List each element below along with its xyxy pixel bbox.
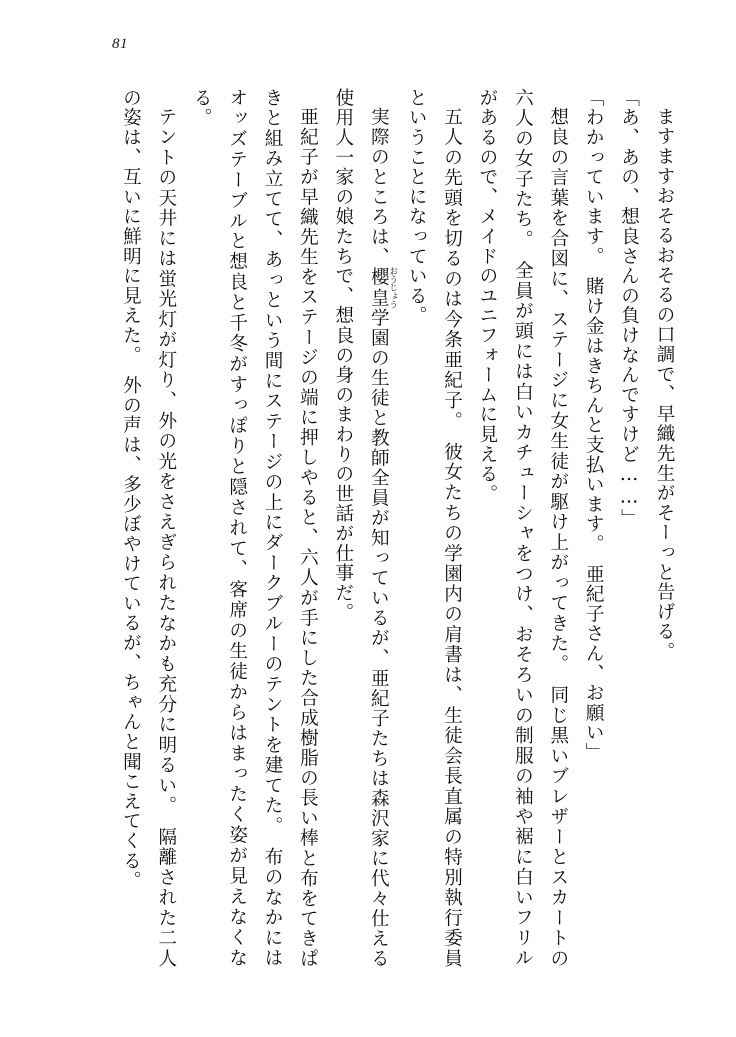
paragraph-1: ますますおそるおそるの口調で、早織先生がそーっと告げる。 [654, 106, 675, 661]
paragraph-5: 五人の先頭を切るのは今条亜紀子。 彼女たちの学園内の肩書は、生徒会長直属の特別執行委員ということになっている。 [406, 88, 463, 968]
page-text-body [72, 88, 682, 968]
paragraph-6: 実際のところは、櫻皇 おうじょう学園の生徒と教師全員が知っているが、亜紀子たちは森沢家に代々仕える使用人一家の娘たちで、想良の身のまわりの世話が仕事だ。 [332, 88, 399, 968]
page-number: 81 [112, 36, 128, 52]
paragraph-7: 亜紀子が早織先生をステージの端に押しやると、六人が手にした合成樹脂の長い棒と布をてきぱきと組み立てて、あっという間にステージの上にダークブルーのテントを建てた。 布のなかにはオッズテーブルと想良と千冬がすっぽりと隠されて、客席の生徒からはまったく姿が見えなくなる。 [191, 88, 319, 968]
paragraph-4: 想良の言葉を合図に、ステージに女生徒が駆け上がってきた。 同じ黒いブレザーとスカートの六人の女子たち。 全員が頭には白いカチューシャをつけ、おそろいの制服の袖や裾に白いフリルがあるので、メイドのユニフォームに見える。 [476, 88, 569, 968]
ruby-annotation: 櫻皇 おうじょう [368, 266, 399, 309]
paragraph-3-dialogue: 「わかっています。 賭け金はきちんと支払います。 亜紀子さん、お願い」 [583, 88, 605, 763]
paragraph-2-dialogue: 「あ、あの、想良さんの負けなんですけど……」 [618, 88, 640, 529]
paragraph-8: テントの天井には蛍光灯が灯り、外の光をさえぎられたなかも充分に明るい。 隔離された二人の姿は、互いに鮮明に見えた。 外の声は、多少ぼやけているが、ちゃんと聞こえてくる。 [120, 88, 177, 968]
